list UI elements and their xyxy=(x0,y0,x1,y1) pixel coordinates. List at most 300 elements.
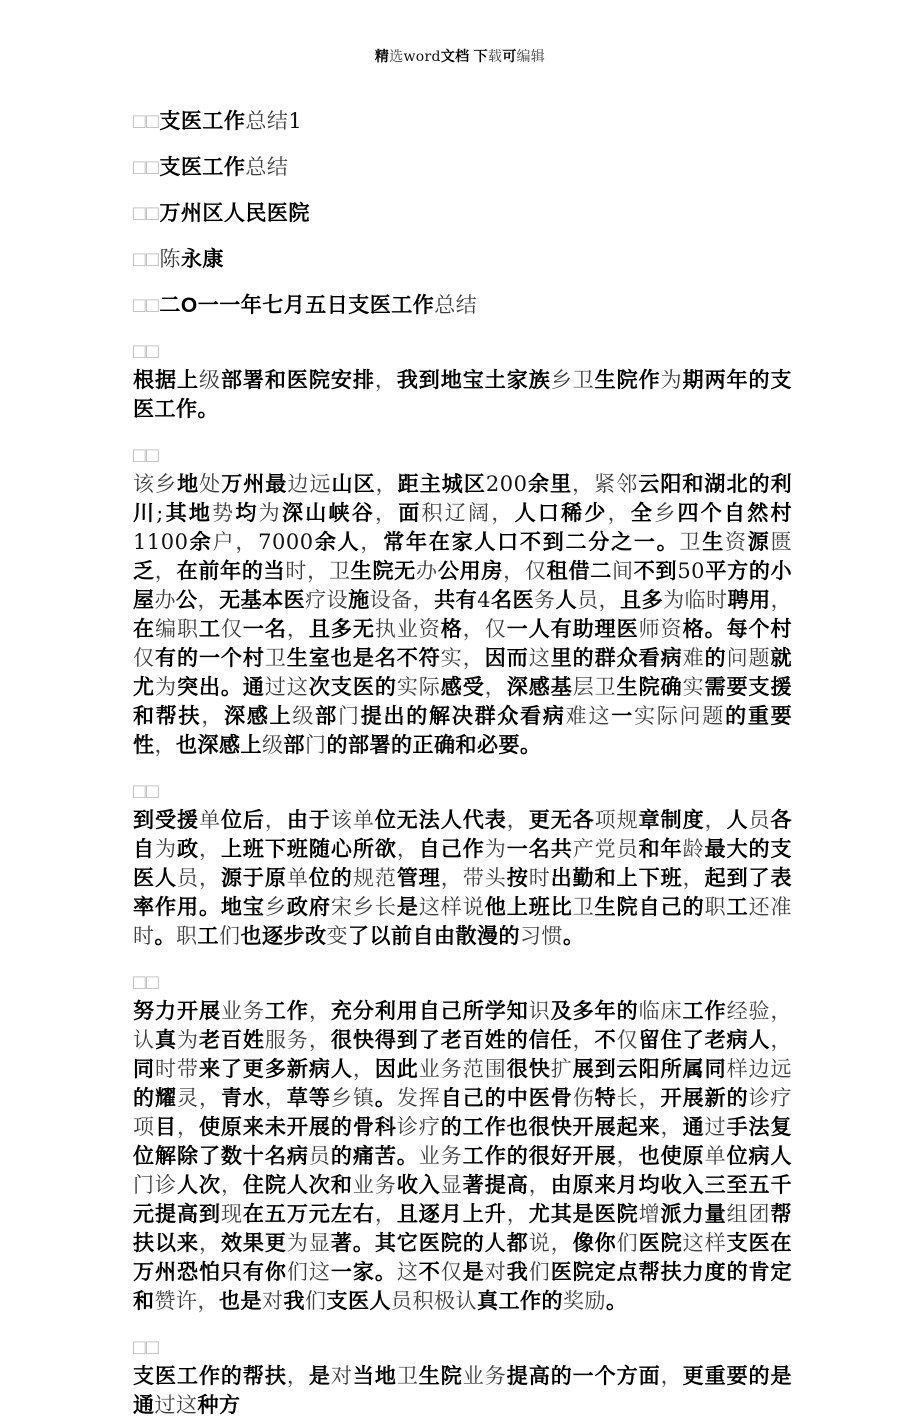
text-run: 实际 xyxy=(396,676,441,699)
text-run: 时，卫 xyxy=(285,560,351,583)
text-run: ， xyxy=(264,809,287,832)
text-run: 云阳和湖北的利川 xyxy=(133,473,793,525)
text-run: 业务 xyxy=(462,1365,507,1388)
text-run: 老百姓 xyxy=(198,1029,265,1052)
text-run: 里的群众看病 xyxy=(550,647,683,670)
text-run: 为 xyxy=(176,1029,199,1052)
text-run: ，带头 xyxy=(440,867,507,890)
text-run: 工作的很好开展 xyxy=(462,1145,617,1168)
text-run: 生室也是名不符 xyxy=(286,647,441,670)
text-run: 提高的一个方面 xyxy=(506,1365,661,1388)
text-run: 。 xyxy=(154,925,176,948)
text-run: ， xyxy=(264,1087,287,1110)
text-run: 也使原 xyxy=(638,1145,705,1168)
text-run: 这 xyxy=(396,1261,419,1284)
title-paragraph xyxy=(133,245,792,274)
text-run: 及多年的 xyxy=(550,1000,639,1023)
text-run: 自己作 xyxy=(418,838,485,861)
text-run: 过 xyxy=(704,1116,727,1139)
text-run: 医院定点帮扶力度的肯定和 xyxy=(133,1261,793,1313)
text-run: 工 xyxy=(198,618,221,641)
text-run: 样边远 xyxy=(726,1058,793,1081)
text-run: 部署和医院安排 xyxy=(220,369,375,392)
text-run: 在 xyxy=(133,618,155,641)
text-run: ， xyxy=(770,1029,793,1052)
text-run: 的工作也很快开展起来 xyxy=(440,1116,661,1139)
body-paragraph xyxy=(133,968,792,1316)
text-run: 起到了表率作用。地宝 xyxy=(133,867,793,919)
text-run: 时 xyxy=(528,867,551,890)
text-run: 编职 xyxy=(154,618,199,641)
text-run: 按 xyxy=(506,867,529,890)
text-run: ， xyxy=(660,1116,683,1139)
text-run: 距主城区 xyxy=(397,473,486,496)
text-run: 支医人 xyxy=(326,1290,391,1313)
text-run: 增 xyxy=(638,1203,661,1226)
text-run: 师资 xyxy=(638,618,683,641)
text-run: ; xyxy=(156,501,164,525)
text-run: 过这 xyxy=(264,676,309,699)
text-run: 次支医的 xyxy=(308,676,397,699)
text-run: 还准时 xyxy=(133,896,793,948)
text-run: 地 xyxy=(177,473,200,496)
text-run: 实 xyxy=(682,676,705,699)
text-run: 对 xyxy=(484,1261,507,1284)
text-run: 余人 xyxy=(313,531,361,554)
text-run: 这 xyxy=(528,647,551,670)
text-run: 这样说 xyxy=(418,896,485,919)
text-run: 为 xyxy=(484,838,507,861)
text-run: 格 xyxy=(440,618,463,641)
title-paragraph xyxy=(133,153,792,182)
text-run: 常年在家人口不到二分之一。 xyxy=(383,531,680,554)
text-run: 真 xyxy=(154,1029,177,1052)
text-run: 出勤和上下班 xyxy=(550,867,683,890)
text-run: 余 xyxy=(188,531,213,554)
text-run: ， xyxy=(308,1000,331,1023)
missing-glyph-boxes: □□ xyxy=(133,340,160,363)
text-run: 为临时 xyxy=(663,589,728,612)
text-run: 的重要性 xyxy=(133,705,793,757)
text-run: 扩 xyxy=(550,1058,573,1081)
text-run: 龄 xyxy=(682,838,705,861)
text-run: 过这 xyxy=(154,1394,198,1417)
text-run: 变 xyxy=(326,925,348,948)
text-run: 门诊 xyxy=(133,1174,177,1197)
text-run: 员 xyxy=(308,1145,331,1168)
text-run: ， xyxy=(352,1058,375,1081)
text-run: 使原来未开展的骨科 xyxy=(198,1116,397,1139)
text-run: 万州区人民医院 xyxy=(159,202,310,225)
text-run: 户， xyxy=(212,531,259,554)
text-run: 收入 xyxy=(396,1174,441,1197)
text-run: 门 xyxy=(337,705,361,728)
text-run: 二О一一年七月五日支医工作 xyxy=(159,294,435,317)
text-run: 业务 xyxy=(418,1145,463,1168)
text-run: 边远 xyxy=(287,473,332,496)
text-run: ， xyxy=(197,589,220,612)
text-run: 乏 xyxy=(133,560,155,583)
text-run: 组团 xyxy=(726,1203,771,1226)
missing-glyph-boxes: □□ xyxy=(133,444,160,467)
text-run: 自己的中医骨 xyxy=(440,1087,573,1110)
text-run: ， xyxy=(374,1203,397,1226)
text-run: 说， xyxy=(528,1232,573,1255)
text-run: ， xyxy=(375,502,399,525)
text-run: 。 xyxy=(563,925,585,948)
text-run: 问题 xyxy=(726,647,771,670)
text-run: ， xyxy=(201,705,225,728)
text-run: 聘用 xyxy=(727,589,771,612)
text-run: ， xyxy=(607,502,631,525)
text-run: 门 xyxy=(305,734,327,757)
text-run: 永康 xyxy=(180,248,224,271)
text-run: 格。每个村 xyxy=(682,618,793,641)
text-run: 200 xyxy=(485,472,528,496)
text-run: 匮 xyxy=(770,531,793,554)
text-run: 。 xyxy=(606,1290,628,1313)
text-run: 管理 xyxy=(396,867,441,890)
text-run: 通 xyxy=(682,1116,705,1139)
text-run: 一家。 xyxy=(330,1261,397,1284)
text-run: 政府 xyxy=(286,896,331,919)
text-run: 生院确 xyxy=(616,676,683,699)
body-paragraph xyxy=(133,1333,792,1420)
text-run: 生院 xyxy=(418,1365,463,1388)
text-run: 他上班比 xyxy=(484,896,573,919)
text-run: 的 xyxy=(704,647,727,670)
text-run: 的耀 xyxy=(133,1087,177,1110)
text-run: 同 xyxy=(133,1058,155,1081)
text-run: 也深感上 xyxy=(176,734,262,757)
text-run: 全 xyxy=(630,502,655,525)
text-run: 陈 xyxy=(159,248,181,271)
title-paragraph xyxy=(133,291,792,320)
text-run: 乡卫 xyxy=(550,369,595,392)
missing-glyph-boxes: □□ xyxy=(133,971,160,994)
text-run: ， xyxy=(198,1232,221,1255)
text-run: 资 xyxy=(725,531,748,554)
text-run: ， xyxy=(396,838,419,861)
text-run: 宋乡长 xyxy=(330,896,397,919)
text-run: ， xyxy=(154,560,177,583)
text-run: 奖励 xyxy=(563,1290,606,1313)
text-run: 产党员 xyxy=(572,838,639,861)
text-run: 难这 xyxy=(565,705,612,728)
text-run: 租借二 xyxy=(546,560,612,583)
text-run: ， xyxy=(154,734,176,757)
text-run: ， xyxy=(506,809,529,832)
text-run: ， xyxy=(528,1174,551,1197)
text-run: 业务范围 xyxy=(418,1058,507,1081)
text-run: 山区 xyxy=(331,473,376,496)
text-run: 可 xyxy=(502,48,517,64)
text-run: 职 xyxy=(704,896,727,919)
text-run: 1100 xyxy=(133,530,189,554)
text-run: ， xyxy=(770,589,793,612)
text-run: 该单 xyxy=(330,809,375,832)
text-run: 充分利用自己所学知 xyxy=(330,1000,529,1023)
text-run: 服务， xyxy=(264,1029,331,1052)
missing-glyph-boxes: □□ xyxy=(133,1336,160,1359)
text-run: 支医在万州恐怕只有你 xyxy=(133,1232,793,1284)
text-run: 的部署的正确和必要。 xyxy=(326,734,542,757)
text-run: 项规 xyxy=(594,809,639,832)
text-run: ， xyxy=(286,1365,309,1388)
text-run: 手法复位解除了数十名病 xyxy=(133,1116,793,1168)
body-paragraph xyxy=(133,777,792,951)
text-run: 也是 xyxy=(219,1290,262,1313)
text-run: ， xyxy=(616,1145,639,1168)
text-run: 一名 xyxy=(242,618,287,641)
text-run: 提出的解决群众看病 xyxy=(360,705,566,728)
text-run: 长， xyxy=(616,1087,661,1110)
text-run: 效果更 xyxy=(220,1232,287,1255)
text-run: 开展新的 xyxy=(660,1087,749,1110)
text-run: 源于原 xyxy=(220,867,287,890)
text-run: 卫 xyxy=(572,896,595,919)
text-run: 办 xyxy=(154,589,177,612)
text-run: 文档 下 xyxy=(440,48,488,64)
missing-glyph-boxes: □□ xyxy=(133,156,160,179)
text-run: 卫 xyxy=(264,647,287,670)
text-run: ，仅 xyxy=(503,560,547,583)
text-run: 目 xyxy=(154,1116,177,1139)
text-run: 由于 xyxy=(286,809,331,832)
text-run: 这样 xyxy=(682,1232,727,1255)
text-run: 诊疗项 xyxy=(133,1087,793,1139)
text-run: 间 xyxy=(611,560,634,583)
text-run: 设备， xyxy=(369,589,435,612)
text-run: 实， xyxy=(440,647,485,670)
text-run: 努力开展 xyxy=(133,1000,221,1023)
text-run: 不到 xyxy=(633,560,678,583)
text-run: 们 xyxy=(528,1261,551,1284)
text-run: 我 xyxy=(506,1261,529,1284)
text-run: 工 xyxy=(726,896,749,919)
text-run: 工 xyxy=(197,925,219,948)
text-run: 各自 xyxy=(133,809,793,861)
text-run: 选 xyxy=(389,48,404,64)
text-run: 期两年的支医工作。 xyxy=(133,369,793,421)
text-run: 支医工作 xyxy=(159,110,246,133)
text-run: 发挥 xyxy=(396,1087,441,1110)
text-run: 实际问题 xyxy=(634,705,726,728)
text-run: 们 xyxy=(616,1232,639,1255)
text-run: 更重要的是通 xyxy=(133,1365,793,1417)
text-run: 深山峡谷 xyxy=(281,502,375,525)
text-run: ， xyxy=(198,838,221,861)
text-run: 生院自己的 xyxy=(594,896,705,919)
text-run: 卫 xyxy=(396,1365,419,1388)
text-run: 更无各 xyxy=(528,809,595,832)
text-run: 为显 xyxy=(286,1232,331,1255)
text-run: 总结 xyxy=(245,156,289,179)
text-run: 临床 xyxy=(638,1000,683,1023)
text-run: 青水 xyxy=(220,1087,265,1110)
text-run: 单 xyxy=(704,1145,727,1168)
text-run: 余里 xyxy=(527,473,573,496)
text-run: 万州最 xyxy=(221,473,288,496)
text-run: 章制度 xyxy=(638,809,705,832)
text-run: 员， xyxy=(577,589,621,612)
text-run: 工作 xyxy=(682,1000,727,1023)
text-run: 1 xyxy=(288,109,303,133)
text-run: 对 xyxy=(330,1365,353,1388)
text-run: 疗设 xyxy=(305,589,349,612)
text-run: 精 xyxy=(374,48,390,64)
text-run: 现 xyxy=(220,1203,243,1226)
text-run: ， xyxy=(484,676,507,699)
text-run: 仅 xyxy=(133,647,155,670)
title-paragraph xyxy=(133,107,792,136)
text-run: 了以前自由散漫的 xyxy=(348,925,520,948)
text-run: 难 xyxy=(682,647,705,670)
document-content xyxy=(133,107,792,1420)
text-run: 共有 xyxy=(434,589,478,612)
text-run: 该乡 xyxy=(133,473,178,496)
text-run: 当地 xyxy=(352,1365,397,1388)
text-run: 就尤 xyxy=(133,647,793,699)
text-run: ， xyxy=(220,1174,243,1197)
text-run: 在五万元左右 xyxy=(242,1203,375,1226)
text-run: 为 xyxy=(258,502,282,525)
title-paragraph xyxy=(133,199,792,228)
text-run: 生院无 xyxy=(350,560,417,583)
text-run: 支医工作 xyxy=(159,156,246,179)
text-run: 级 xyxy=(262,734,284,757)
text-run: 7000 xyxy=(258,530,314,554)
missing-glyph-boxes: □□ xyxy=(133,202,160,225)
text-run: ， xyxy=(176,1116,199,1139)
text-run: 支医工作的帮扶 xyxy=(133,1365,287,1388)
text-run: 部 xyxy=(315,705,338,728)
text-run: 上班下班随心所欲 xyxy=(220,838,397,861)
text-run: 单 xyxy=(198,809,221,832)
text-run: 公 xyxy=(176,589,198,612)
text-run: 50 xyxy=(677,559,706,583)
text-run: 需要支援和帮扶 xyxy=(133,676,793,728)
text-run: 施 xyxy=(348,589,370,612)
text-run: 级 xyxy=(198,369,221,392)
text-run: 位的 xyxy=(308,867,353,890)
text-run: 很快得到了老百姓的信任 xyxy=(330,1029,573,1052)
text-run: 编辑 xyxy=(516,48,546,64)
text-run: 仅 xyxy=(440,1261,463,1284)
text-run: 深感基 xyxy=(506,676,573,699)
text-run: 住院人次和 xyxy=(242,1174,353,1197)
text-run: 名医 xyxy=(491,589,535,612)
text-run: ， xyxy=(572,1029,595,1052)
text-run: 层卫 xyxy=(572,676,617,699)
text-run: 为 xyxy=(660,369,683,392)
text-run: 员积极认 xyxy=(391,1290,477,1313)
text-run: 来了更多新病人 xyxy=(198,1058,353,1081)
text-run: 载 xyxy=(487,48,503,64)
text-run: 人 xyxy=(555,589,578,612)
text-run: 赞许， xyxy=(154,1290,219,1313)
text-run: 诊疗 xyxy=(396,1116,441,1139)
text-run: 我 xyxy=(283,1290,305,1313)
text-run: 特 xyxy=(594,1087,617,1110)
text-run: 政 xyxy=(176,838,199,861)
text-run: 总结 xyxy=(434,294,478,317)
text-run: 像你 xyxy=(572,1232,617,1255)
text-run: 深感上 xyxy=(224,705,293,728)
text-run: 均 xyxy=(235,502,259,525)
text-run: 们 xyxy=(305,1290,327,1313)
text-run: 留住了老病人 xyxy=(638,1029,771,1052)
text-run: 积辽阔， xyxy=(421,502,515,525)
text-run: 乡 xyxy=(654,502,678,525)
text-run: 级 xyxy=(292,705,316,728)
text-run: ， xyxy=(506,1203,529,1226)
text-run: 医院 xyxy=(638,1232,683,1255)
body-paragraph xyxy=(133,441,792,760)
text-run: 其地 xyxy=(163,502,213,525)
text-run: 且逐月上升 xyxy=(396,1203,507,1226)
text-run: 最大的支医人 xyxy=(133,838,793,890)
text-run: 人口稀少 xyxy=(514,502,608,525)
missing-glyph-boxes: □□ xyxy=(133,248,160,271)
text-run: 公用房 xyxy=(437,560,504,583)
text-run: 在前年的当 xyxy=(176,560,286,583)
text-run: 一人有助理医 xyxy=(506,618,639,641)
text-run: 们这 xyxy=(286,1261,331,1284)
text-run: 4 xyxy=(477,588,492,612)
text-run: 员 xyxy=(748,809,771,832)
text-run: 平方的小屋 xyxy=(133,560,793,612)
text-run: 总结 xyxy=(245,110,289,133)
text-run: 习惯 xyxy=(520,925,563,948)
text-run: 是 xyxy=(308,1365,331,1388)
text-run: 四个自然村 xyxy=(677,502,793,525)
text-run: 仅 xyxy=(616,1029,639,1052)
text-run: 且多 xyxy=(620,589,664,612)
text-run: ， xyxy=(682,867,705,890)
text-run: 位后 xyxy=(220,809,265,832)
text-run: word xyxy=(403,49,441,65)
text-run: ， xyxy=(704,809,727,832)
text-run: 一名共 xyxy=(506,838,573,861)
text-run: 为 xyxy=(154,838,177,861)
text-run: ， xyxy=(360,531,384,554)
text-run: 突出。通 xyxy=(176,676,265,699)
text-run: ， xyxy=(374,369,397,392)
text-run: 面 xyxy=(398,502,422,525)
text-run: 展到云阳所属同 xyxy=(572,1058,727,1081)
text-run: 势 xyxy=(212,502,236,525)
text-run: 不 xyxy=(418,1261,441,1284)
text-run: 著提高 xyxy=(462,1174,529,1197)
text-run: 草等 xyxy=(286,1087,331,1110)
text-run: 业务 xyxy=(220,1000,265,1023)
text-run: 人次 xyxy=(176,1174,221,1197)
text-run: 无基本医 xyxy=(219,589,306,612)
text-run: 仅 xyxy=(220,618,243,641)
text-run: 乡 xyxy=(264,896,287,919)
text-run: 对 xyxy=(262,1290,284,1313)
text-run: 到受援 xyxy=(133,809,199,832)
text-run: 根据上 xyxy=(133,369,199,392)
body-paragraph xyxy=(133,337,792,424)
text-run: 不 xyxy=(594,1029,617,1052)
text-run: 很快 xyxy=(506,1058,551,1081)
text-run: 职 xyxy=(176,925,198,948)
text-run: ，紧邻 xyxy=(572,473,639,496)
text-run: 单 xyxy=(286,867,309,890)
text-run: 为 xyxy=(154,676,177,699)
